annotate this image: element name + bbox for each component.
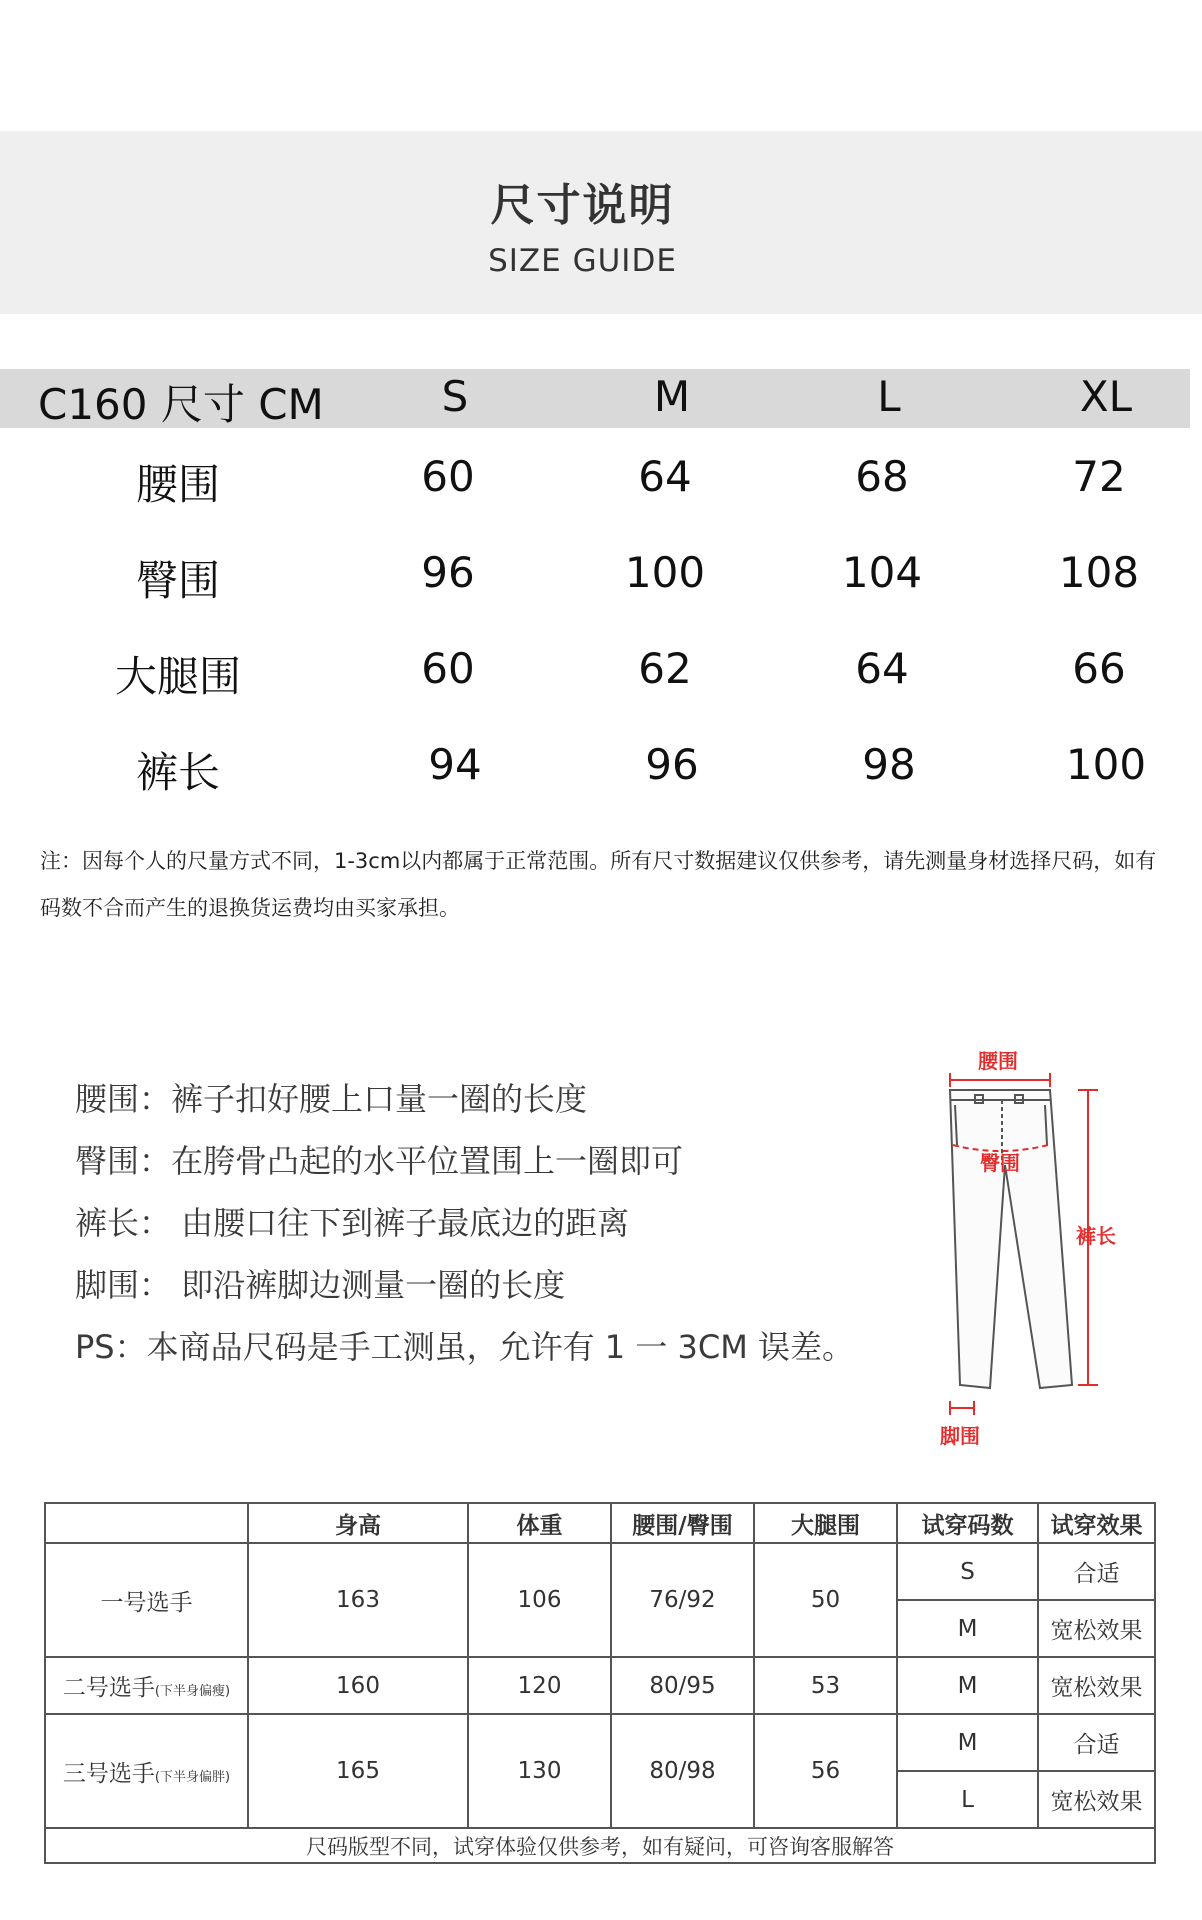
- diagram-label-length: 裤长: [1076, 1224, 1116, 1248]
- guide-line-hem: 脚围： 即沿裤脚边测量一圈的长度: [75, 1266, 566, 1304]
- table-cell: 80/95: [611, 1657, 754, 1714]
- table-header: [45, 1503, 248, 1543]
- guide-line-hip: 臀围：在胯骨凸起的水平位置围上一圈即可: [75, 1142, 684, 1180]
- size-cell: 98: [862, 740, 916, 789]
- size-cell: 104: [841, 548, 923, 597]
- measure-guide: [75, 1068, 854, 1378]
- size-note: 注：因每个人的尺量方式不同，1-3cm以内都属于正常范围。所有尺寸数据建议仅供参考，请先测量身材选择尺码，如有码数不合而产生的退换货运费均由买家承担。: [40, 849, 1157, 920]
- table-cell: 120: [468, 1657, 611, 1714]
- model-name-cell: [45, 1657, 248, 1714]
- table-header: 体重: [468, 1503, 611, 1543]
- table-row: [45, 1657, 1155, 1714]
- table-cell: 106: [468, 1543, 611, 1657]
- table-cell: 165: [248, 1714, 468, 1828]
- size-cell: 64: [638, 452, 692, 501]
- diagram-label-hip: 臀围: [980, 1151, 1020, 1175]
- size-header-xl: XL: [1079, 372, 1133, 421]
- table-cell: 56: [754, 1714, 897, 1828]
- size-cell: 94: [428, 740, 482, 789]
- table-footer-row: [45, 1828, 1155, 1863]
- size-cell: 96: [421, 548, 475, 597]
- size-cell: 64: [855, 644, 909, 693]
- table-cell: S: [897, 1543, 1038, 1600]
- size-cell: 100: [1065, 740, 1147, 789]
- size-cell: 60: [421, 644, 475, 693]
- table-cell: M: [897, 1714, 1038, 1771]
- table-cell: 宽松效果: [1038, 1600, 1155, 1657]
- table-cell: M: [897, 1600, 1038, 1657]
- size-cell: 66: [1072, 644, 1126, 693]
- pants-diagram: [930, 1035, 1120, 1465]
- page-title: 尺寸说明: [490, 180, 675, 231]
- guide-line-waist: 腰围：裤子扣好腰上口量一圈的长度: [75, 1080, 588, 1118]
- header-banner: [0, 131, 1202, 314]
- row-label-hip: 臀围: [135, 556, 221, 605]
- table-cell: 160: [248, 1657, 468, 1714]
- model-note: (下半身偏胖): [154, 1769, 231, 1785]
- page-subtitle: SIZE GUIDE: [488, 243, 677, 279]
- table-cell: 163: [248, 1543, 468, 1657]
- table-cell: M: [897, 1657, 1038, 1714]
- table-cell: 76/92: [611, 1543, 754, 1657]
- model-note: (下半身偏瘦): [154, 1684, 231, 1699]
- size-header-s: S: [441, 372, 469, 421]
- model-name: 三号选手: [62, 1760, 155, 1787]
- diagram-label-hem: 脚围: [940, 1424, 980, 1448]
- table-cell: L: [897, 1771, 1038, 1828]
- size-cell: 96: [645, 740, 699, 789]
- table-cell: 130: [468, 1714, 611, 1828]
- table-row: [45, 1543, 1155, 1600]
- size-cell: 62: [638, 644, 692, 693]
- table-cell: 合适: [1038, 1543, 1155, 1600]
- diagram-label-waist: 腰围: [978, 1049, 1018, 1073]
- table-cell: 53: [754, 1657, 897, 1714]
- size-cell: 72: [1072, 452, 1126, 501]
- size-cell: 68: [855, 452, 909, 501]
- row-label-waist: 腰围: [135, 460, 221, 509]
- table-header-row: [45, 1503, 1155, 1543]
- row-label-thigh: 大腿围: [114, 652, 242, 701]
- table-header: 大腿围: [754, 1503, 897, 1543]
- table-row: [45, 1714, 1155, 1771]
- guide-line-length: 裤长： 由腰口往下到裤子最底边的距离: [75, 1204, 630, 1242]
- pants-outline-icon: [930, 1035, 1120, 1465]
- size-cell: 60: [421, 452, 475, 501]
- row-label-length: 裤长: [135, 748, 221, 797]
- trial-table: [44, 1502, 1156, 1864]
- table-footer: 尺码版型不同，试穿体验仅供参考，如有疑问，可咨询客服解答: [45, 1828, 1155, 1863]
- size-header-l: L: [877, 372, 901, 421]
- model-name: 一号选手: [100, 1589, 193, 1616]
- guide-line-ps: PS：本商品尺码是手工测虽，允许有 1 一 3CM 误差。: [75, 1328, 854, 1366]
- table-cell: 50: [754, 1543, 897, 1657]
- model-name-cell: [45, 1543, 248, 1657]
- table-cell: 合适: [1038, 1714, 1155, 1771]
- table-header: 身高: [248, 1503, 468, 1543]
- table-cell: 宽松效果: [1038, 1657, 1155, 1714]
- table-cell: 宽松效果: [1038, 1771, 1155, 1828]
- size-cell: 108: [1058, 548, 1140, 597]
- table-header: 腰围/臀围: [611, 1503, 754, 1543]
- model-name-cell: [45, 1714, 248, 1828]
- table-cell: 80/98: [611, 1714, 754, 1828]
- table-header: 试穿码数: [897, 1503, 1038, 1543]
- model-name: 二号选手: [62, 1675, 155, 1701]
- table-header: 试穿效果: [1038, 1503, 1155, 1543]
- size-header-m: M: [653, 372, 691, 421]
- size-cell: 100: [624, 548, 706, 597]
- size-chart-corner-label: C160 尺寸 CM: [38, 380, 324, 429]
